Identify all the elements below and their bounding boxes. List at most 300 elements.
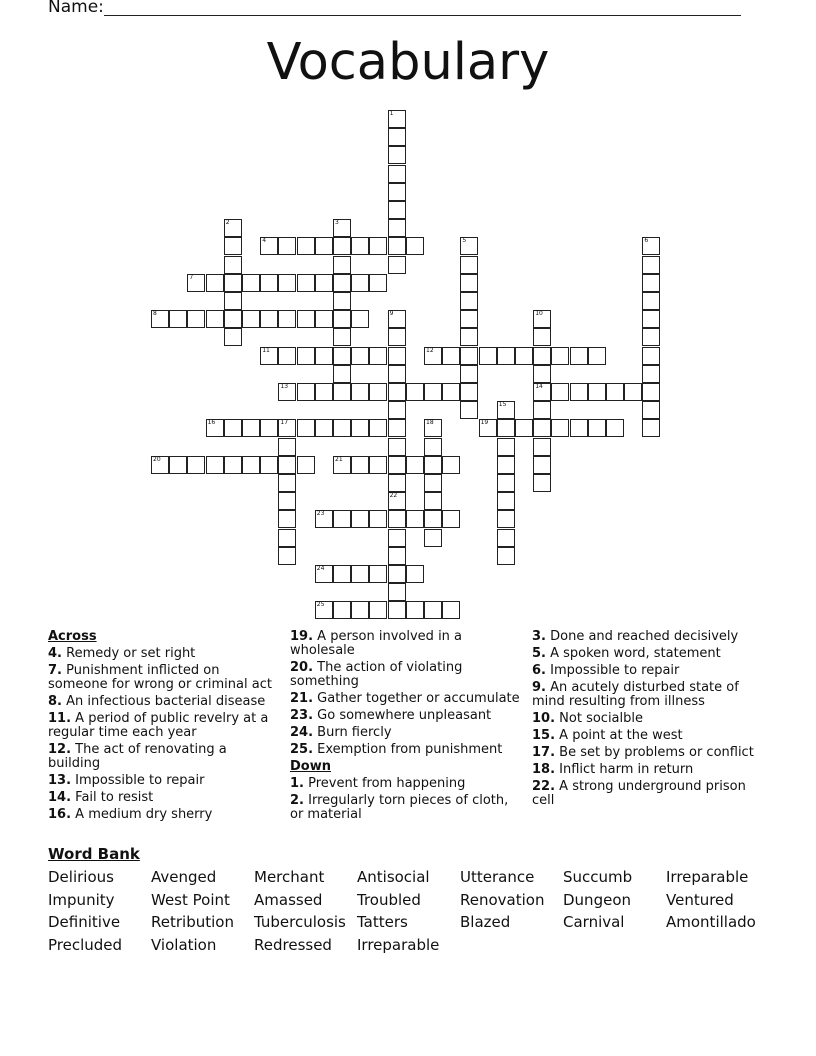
clue-item	[290, 692, 522, 706]
clue-item	[532, 681, 768, 709]
grid-cell[interactable]	[388, 110, 406, 128]
clue-num: 7.	[48, 663, 62, 678]
clue-text: Exemption from punishment	[313, 742, 503, 757]
grid-cell[interactable]	[224, 237, 242, 255]
clue-num: 23.	[290, 708, 314, 723]
page-title: Vocabulary	[266, 33, 550, 92]
clue-number: 16	[207, 419, 216, 427]
grid-cell[interactable]	[333, 565, 351, 583]
grid-cell[interactable]	[570, 419, 588, 437]
clue-number: 20	[153, 455, 161, 463]
grid-cell[interactable]	[333, 219, 351, 237]
grid-cell[interactable]	[388, 328, 406, 346]
clue-number: 23	[316, 510, 325, 518]
grid-cell[interactable]	[297, 419, 315, 437]
grid-cell[interactable]	[497, 401, 515, 419]
grid-cell[interactable]	[460, 383, 478, 401]
grid-cell[interactable]	[497, 547, 515, 565]
grid-cell[interactable]	[278, 529, 296, 547]
grid-cell[interactable]	[624, 383, 642, 401]
clue-number: 14	[535, 383, 543, 390]
grid-cell[interactable]	[606, 383, 624, 401]
grid-cell[interactable]	[351, 310, 369, 328]
name-field-label: Name:	[48, 0, 104, 17]
clue-item	[48, 647, 276, 661]
grid-cell[interactable]	[388, 565, 406, 583]
clue-item	[290, 630, 522, 658]
grid-cell[interactable]	[424, 474, 442, 492]
grid-cell[interactable]	[369, 419, 387, 437]
grid-cell[interactable]	[278, 274, 296, 292]
grid-cell[interactable]	[442, 347, 460, 365]
grid-cell[interactable]	[388, 146, 406, 164]
clue-item	[48, 808, 276, 822]
grid-cell[interactable]	[388, 365, 406, 383]
clues-column-3	[532, 630, 768, 811]
grid-cell[interactable]	[169, 310, 187, 328]
grid-cell[interactable]	[242, 456, 260, 474]
grid-cell[interactable]	[388, 601, 406, 619]
grid-cell[interactable]	[278, 456, 296, 474]
grid-cell[interactable]	[388, 383, 406, 401]
clue-num: 2.	[290, 793, 304, 808]
clue-num: 21.	[290, 691, 314, 706]
grid-cell[interactable]	[460, 365, 478, 383]
grid-cell[interactable]	[224, 419, 242, 437]
grid-cell[interactable]	[533, 456, 551, 474]
clue-item	[532, 712, 768, 726]
clue-num: 6.	[532, 663, 546, 678]
grid-cell[interactable]	[388, 201, 406, 219]
grid-cell[interactable]	[606, 419, 624, 437]
grid-cell[interactable]	[497, 510, 515, 528]
grid-cell[interactable]	[260, 347, 278, 365]
grid-cell[interactable]	[351, 237, 369, 255]
clue-text: Burn fiercly	[313, 725, 392, 740]
clue-num: 11.	[48, 711, 72, 726]
grid-cell[interactable]	[333, 256, 351, 274]
grid-cell[interactable]	[278, 438, 296, 456]
grid-cell[interactable]	[388, 419, 406, 437]
grid-cell[interactable]	[333, 274, 351, 292]
grid-cell[interactable]	[424, 383, 442, 401]
grid-cell[interactable]	[588, 383, 606, 401]
grid-cell[interactable]	[351, 419, 369, 437]
clue-text: Fail to resist	[71, 790, 154, 805]
grid-cell[interactable]	[424, 510, 442, 528]
grid-cell[interactable]	[642, 256, 660, 274]
grid-cell[interactable]	[406, 456, 424, 474]
word-bank-word: Irreparable	[357, 936, 440, 954]
clue-item	[48, 664, 276, 692]
clue-item	[48, 695, 276, 709]
grid-cell[interactable]	[642, 292, 660, 310]
word-bank-word: Irreparable	[666, 868, 749, 886]
grid-cell[interactable]	[424, 438, 442, 456]
grid-cell[interactable]	[333, 237, 351, 255]
grid-cell[interactable]	[224, 310, 242, 328]
grid-cell[interactable]	[369, 510, 387, 528]
clues-column-1	[48, 630, 276, 825]
grid-cell[interactable]	[588, 347, 606, 365]
clue-text: Not socialble	[555, 711, 643, 726]
grid-cell[interactable]	[551, 419, 569, 437]
grid-cell[interactable]	[533, 310, 551, 328]
grid-cell[interactable]	[515, 419, 533, 437]
word-bank-word: Precluded	[48, 936, 123, 954]
grid-cell[interactable]	[351, 565, 369, 583]
clue-number: 21	[335, 455, 343, 463]
grid-cell[interactable]	[551, 383, 569, 401]
grid-cell[interactable]	[278, 347, 296, 365]
grid-cell[interactable]	[515, 347, 533, 365]
grid-cell[interactable]	[388, 492, 406, 510]
grid-cell[interactable]	[442, 510, 460, 528]
grid-cell[interactable]	[497, 419, 515, 437]
grid-cell[interactable]	[424, 492, 442, 510]
clue-number: 2	[225, 219, 230, 227]
grid-cell[interactable]	[369, 274, 387, 292]
grid-cell[interactable]	[278, 492, 296, 510]
grid-cell[interactable]	[187, 456, 205, 474]
grid-cell[interactable]	[278, 383, 296, 401]
clue-text: A period of public revelry at a regular time each year	[48, 711, 269, 740]
grid-cell[interactable]	[388, 219, 406, 237]
grid-cell[interactable]	[497, 438, 515, 456]
grid-cell[interactable]	[551, 347, 569, 365]
grid-cell[interactable]	[442, 383, 460, 401]
clue-number: 17	[280, 419, 289, 427]
grid-cell[interactable]	[333, 292, 351, 310]
grid-cell[interactable]	[333, 328, 351, 346]
clue-text: A person involved in a wholesale	[290, 629, 463, 658]
clue-item	[290, 661, 522, 689]
grid-cell[interactable]	[260, 310, 278, 328]
clue-num: 9.	[532, 680, 546, 695]
grid-cell[interactable]	[460, 292, 478, 310]
grid-cell[interactable]	[406, 601, 424, 619]
grid-cell[interactable]	[169, 456, 187, 474]
grid-cell[interactable]	[224, 328, 242, 346]
grid-cell[interactable]	[315, 347, 333, 365]
grid-cell[interactable]	[406, 510, 424, 528]
grid-cell[interactable]	[333, 601, 351, 619]
word-bank-word: West Point	[151, 891, 230, 909]
grid-cell[interactable]	[297, 383, 315, 401]
grid-cell[interactable]	[388, 401, 406, 419]
clue-number: 5	[462, 237, 467, 245]
grid-cell[interactable]	[315, 383, 333, 401]
clue-text: Gather together or accumulate	[313, 691, 520, 706]
grid-cell[interactable]	[388, 510, 406, 528]
grid-cell[interactable]	[460, 256, 478, 274]
grid-cell[interactable]	[497, 456, 515, 474]
grid-cell[interactable]	[406, 383, 424, 401]
grid-cell[interactable]	[642, 274, 660, 292]
grid-cell[interactable]	[315, 310, 333, 328]
grid-cell[interactable]	[351, 601, 369, 619]
clue-item	[532, 763, 768, 777]
grid-cell[interactable]	[315, 237, 333, 255]
clue-number: 12	[426, 346, 434, 354]
clue-item	[532, 647, 768, 661]
grid-cell[interactable]	[242, 310, 260, 328]
grid-cell[interactable]	[497, 492, 515, 510]
grid-cell[interactable]	[533, 347, 551, 365]
grid-cell[interactable]	[460, 237, 478, 255]
clue-num: 25.	[290, 742, 314, 757]
clue-text: The act of renovating a building	[48, 742, 227, 771]
clue-text: An infectious bacterial disease	[61, 694, 266, 709]
grid-cell[interactable]	[424, 456, 442, 474]
grid-cell[interactable]	[224, 219, 242, 237]
clue-item	[532, 664, 768, 678]
grid-cell[interactable]	[442, 456, 460, 474]
grid-cell[interactable]	[315, 601, 333, 619]
grid-cell[interactable]	[388, 128, 406, 146]
grid-cell[interactable]	[187, 310, 205, 328]
grid-cell[interactable]	[642, 347, 660, 365]
grid-cell[interactable]	[278, 310, 296, 328]
word-bank-word: Redressed	[254, 936, 332, 954]
grid-cell[interactable]	[388, 583, 406, 601]
grid-cell[interactable]	[388, 256, 406, 274]
clue-number: 11	[262, 346, 270, 354]
clue-num: 20.	[290, 660, 314, 675]
grid-cell[interactable]	[460, 401, 478, 419]
clue-text: Done and reached decisively	[545, 629, 739, 644]
clue-num: 10.	[532, 711, 556, 726]
clue-num: 16.	[48, 807, 72, 822]
grid-cell[interactable]	[388, 438, 406, 456]
grid-cell[interactable]	[351, 347, 369, 365]
grid-cell[interactable]	[224, 292, 242, 310]
grid-cell[interactable]	[242, 274, 260, 292]
grid-cell[interactable]	[533, 383, 551, 401]
clue-item	[532, 630, 768, 644]
clue-num: 13.	[48, 773, 72, 788]
grid-cell[interactable]	[497, 347, 515, 365]
grid-cell[interactable]	[642, 237, 660, 255]
grid-cell[interactable]	[351, 456, 369, 474]
grid-cell[interactable]	[388, 529, 406, 547]
grid-cell[interactable]	[479, 419, 497, 437]
clue-num: 24.	[290, 725, 314, 740]
grid-cell[interactable]	[333, 510, 351, 528]
grid-cell[interactable]	[424, 419, 442, 437]
word-bank-word: Definitive	[48, 913, 121, 931]
grid-cell[interactable]	[315, 274, 333, 292]
grid-cell[interactable]	[206, 419, 224, 437]
clue-text: Go somewhere unpleasant	[313, 708, 492, 723]
grid-cell[interactable]	[333, 365, 351, 383]
grid-cell[interactable]	[297, 274, 315, 292]
grid-cell[interactable]	[297, 237, 315, 255]
grid-cell[interactable]	[570, 347, 588, 365]
grid-cell[interactable]	[460, 274, 478, 292]
clues-column-2	[290, 630, 522, 825]
grid-cell[interactable]	[460, 310, 478, 328]
grid-cell[interactable]	[642, 401, 660, 419]
clue-text: Impossible to repair	[545, 663, 680, 678]
clue-item	[290, 743, 522, 757]
grid-cell[interactable]	[388, 474, 406, 492]
clue-item	[290, 777, 522, 791]
grid-cell[interactable]	[206, 456, 224, 474]
grid-cell[interactable]	[260, 456, 278, 474]
clue-num: 19.	[290, 629, 314, 644]
clue-text: A medium dry sherry	[71, 807, 213, 822]
grid-cell[interactable]	[442, 601, 460, 619]
grid-cell[interactable]	[388, 456, 406, 474]
grid-cell[interactable]	[424, 601, 442, 619]
word-bank-word: Renovation	[460, 891, 545, 909]
word-bank-word: Tuberculosis	[254, 913, 346, 931]
grid-cell[interactable]	[406, 565, 424, 583]
grid-cell[interactable]	[242, 419, 260, 437]
grid-cell[interactable]	[533, 365, 551, 383]
grid-cell[interactable]	[369, 383, 387, 401]
clue-item	[290, 709, 522, 723]
grid-cell[interactable]	[278, 547, 296, 565]
clue-number: 25	[316, 601, 325, 609]
grid-cell[interactable]	[369, 601, 387, 619]
clue-num: 1.	[290, 776, 304, 791]
grid-cell[interactable]	[460, 347, 478, 365]
grid-cell[interactable]	[460, 328, 478, 346]
word-bank-word: Carnival	[563, 913, 625, 931]
grid-cell[interactable]	[642, 365, 660, 383]
clue-number: 19	[480, 419, 489, 427]
grid-cell[interactable]	[333, 347, 351, 365]
clue-number: 24	[316, 565, 325, 572]
grid-cell[interactable]	[642, 310, 660, 328]
grid-cell[interactable]	[278, 510, 296, 528]
grid-cell[interactable]	[278, 237, 296, 255]
grid-cell[interactable]	[351, 510, 369, 528]
grid-cell[interactable]	[333, 310, 351, 328]
grid-cell[interactable]	[369, 565, 387, 583]
grid-cell[interactable]	[260, 237, 278, 255]
grid-cell[interactable]	[333, 419, 351, 437]
grid-cell[interactable]	[278, 474, 296, 492]
grid-cell[interactable]	[278, 419, 296, 437]
grid-cell[interactable]	[187, 274, 205, 292]
grid-cell[interactable]	[151, 310, 169, 328]
clue-number: 15	[498, 401, 507, 409]
clue-text: Remedy or set right	[61, 646, 196, 661]
grid-cell[interactable]	[351, 274, 369, 292]
grid-cell[interactable]	[388, 165, 406, 183]
grid-cell[interactable]	[406, 237, 424, 255]
clue-num: 18.	[532, 762, 556, 777]
clue-num: 5.	[532, 646, 546, 661]
clue-item	[532, 746, 768, 760]
clue-item	[532, 780, 768, 808]
grid-cell[interactable]	[642, 419, 660, 437]
grid-cell[interactable]	[224, 256, 242, 274]
grid-cell[interactable]	[315, 565, 333, 583]
grid-cell[interactable]	[424, 529, 442, 547]
clue-number: 7	[189, 273, 194, 281]
across-heading: Across	[48, 629, 97, 644]
grid-cell[interactable]	[297, 456, 315, 474]
clue-num: 22.	[532, 779, 556, 794]
word-bank-word: Merchant	[254, 868, 325, 886]
grid-cell[interactable]	[497, 474, 515, 492]
grid-cell[interactable]	[260, 274, 278, 292]
word-bank-word: Avenged	[151, 868, 217, 886]
clue-num: 15.	[532, 728, 556, 743]
grid-cell[interactable]	[533, 328, 551, 346]
grid-cell[interactable]	[424, 347, 442, 365]
grid-cell[interactable]	[206, 274, 224, 292]
grid-cell[interactable]	[533, 401, 551, 419]
grid-cell[interactable]	[260, 419, 278, 437]
grid-cell[interactable]	[570, 383, 588, 401]
grid-cell[interactable]	[224, 274, 242, 292]
clue-text: An acutely disturbed state of mind resulting from illness	[532, 680, 739, 709]
grid-cell[interactable]	[642, 328, 660, 346]
clue-number: 22	[389, 492, 398, 500]
grid-cell[interactable]	[151, 456, 169, 474]
clue-num: 8.	[48, 694, 62, 709]
grid-cell[interactable]	[533, 419, 551, 437]
grid-cell[interactable]	[388, 347, 406, 365]
grid-cell[interactable]	[588, 419, 606, 437]
clue-number: 13	[280, 383, 289, 390]
grid-cell[interactable]	[206, 310, 224, 328]
word-bank-word: Tatters	[357, 913, 408, 931]
word-bank-word: Retribution	[151, 913, 234, 931]
clue-number: 18	[426, 419, 434, 427]
grid-cell[interactable]	[333, 383, 351, 401]
word-bank-word: Delirious	[48, 868, 114, 886]
word-bank-word: Succumb	[563, 868, 633, 886]
grid-cell[interactable]	[479, 347, 497, 365]
grid-cell[interactable]	[388, 183, 406, 201]
grid-cell[interactable]	[369, 237, 387, 255]
grid-cell[interactable]	[497, 529, 515, 547]
grid-cell[interactable]	[369, 347, 387, 365]
grid-cell[interactable]	[533, 438, 551, 456]
clue-number: 8	[153, 310, 157, 318]
clue-text: Impossible to repair	[71, 773, 205, 788]
clue-item	[48, 791, 276, 805]
grid-cell[interactable]	[388, 547, 406, 565]
grid-cell[interactable]	[224, 456, 242, 474]
word-bank-word: Troubled	[357, 891, 421, 909]
grid-cell[interactable]	[642, 383, 660, 401]
grid-cell[interactable]	[533, 474, 551, 492]
grid-cell[interactable]	[315, 510, 333, 528]
grid-cell[interactable]	[369, 456, 387, 474]
word-bank-word: Blazed	[460, 913, 511, 931]
grid-cell[interactable]	[351, 383, 369, 401]
grid-cell[interactable]	[297, 347, 315, 365]
grid-cell[interactable]	[315, 419, 333, 437]
clue-text: A point at the west	[555, 728, 683, 743]
word-bank-word: Impunity	[48, 891, 115, 909]
word-bank-word: Amontillado	[666, 913, 756, 931]
grid-cell[interactable]	[388, 310, 406, 328]
clue-number: 4	[262, 237, 267, 245]
clue-number: 3	[335, 219, 339, 227]
word-bank-word: Antisocial	[357, 868, 430, 886]
grid-cell[interactable]	[333, 456, 351, 474]
grid-cell[interactable]	[388, 237, 406, 255]
grid-cell[interactable]	[297, 310, 315, 328]
